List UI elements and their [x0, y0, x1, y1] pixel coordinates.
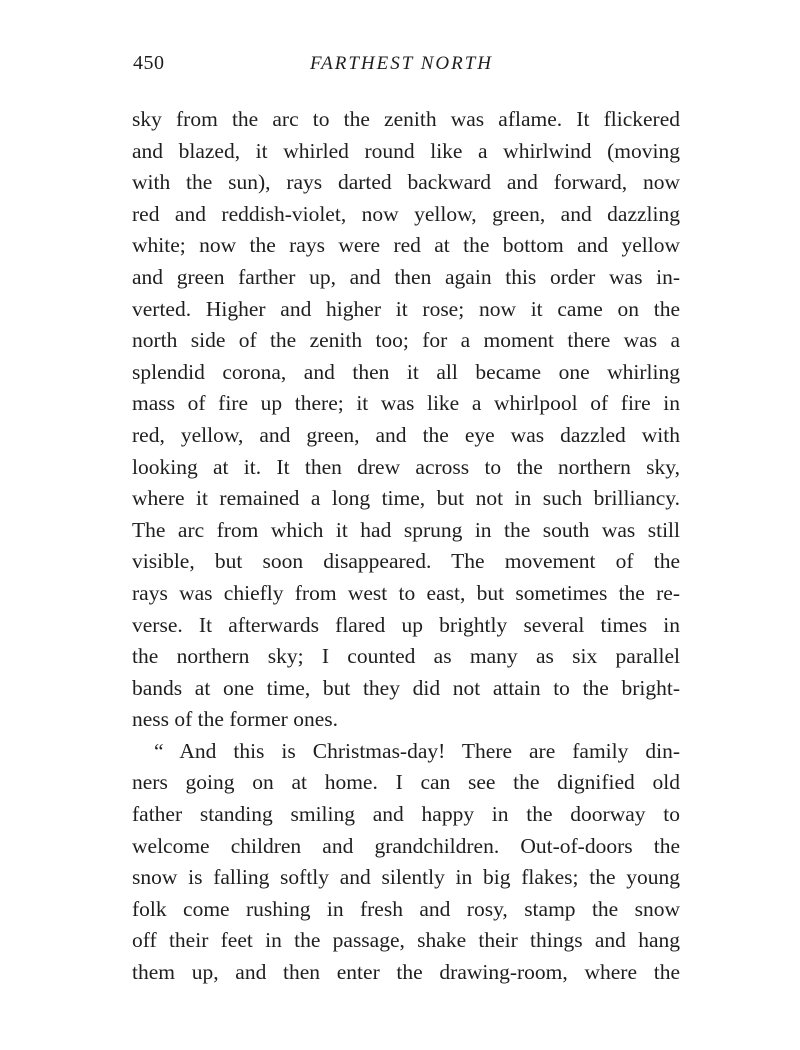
body-text	[132, 104, 680, 989]
text-line: and blazed, it whirled round like a whirlwind (moving	[132, 138, 680, 163]
text-line: red and reddish-violet, now yellow, green, and dazzling	[132, 201, 680, 226]
text-line: welcome children and grandchildren. Out-of-doors the	[132, 833, 680, 858]
running-title: FARTHEST NORTH	[310, 53, 494, 74]
text-line: sky from the arc to the zenith was aflame. It flickered	[132, 107, 680, 131]
text-line: The arc from which it had sprung in the south was still	[132, 517, 680, 542]
text-line: snow is falling softly and silently in big flakes; the young	[132, 865, 680, 890]
text-line: red, yellow, and green, and the eye was dazzled with	[132, 422, 680, 447]
text-line: off their feet in the passage, shake their things and hang	[132, 928, 680, 953]
text-line: rays was chiefly from west to east, but sometimes the re-	[132, 580, 680, 605]
text-line: bands at one time, but they did not attain to the bright-	[132, 675, 680, 700]
text-line: and green farther up, and then again this order was in-	[132, 264, 680, 289]
paragraph-start-line: “ And this is Christmas-day! There are family din-	[154, 738, 680, 763]
text-line: verted. Higher and higher it rose; now it came on the	[132, 296, 680, 321]
text-line: visible, but soon disappeared. The movement of the	[132, 549, 680, 574]
text-line: splendid corona, and then it all became one whirling	[132, 359, 680, 384]
page-number: 450	[133, 52, 165, 74]
text-line: north side of the zenith too; for a moment there was a	[132, 328, 680, 353]
text-line: white; now the rays were red at the bottom and yellow	[132, 233, 680, 258]
text-line: ners going on at home. I can see the dignified old	[132, 770, 680, 795]
text-line: them up, and then enter the drawing-room, where the	[132, 960, 680, 985]
text-line: mass of fire up there; it was like a whirlpool of fire in	[132, 391, 680, 416]
paragraph-end-line: ness of the former ones.	[132, 707, 338, 732]
text-line: the northern sky; I counted as many as six parallel	[132, 644, 680, 669]
text-line: verse. It afterwards flared up brightly several times in	[132, 612, 680, 637]
text-line: father standing smiling and happy in the doorway to	[132, 802, 680, 827]
text-line: where it remained a long time, but not in such brilliancy.	[132, 486, 680, 511]
text-line: with the sun), rays darted backward and forward, now	[132, 170, 680, 195]
text-line: folk come rushing in fresh and rosy, stamp the snow	[132, 896, 680, 921]
text-line: looking at it. It then drew across to the northern sky,	[132, 454, 680, 479]
